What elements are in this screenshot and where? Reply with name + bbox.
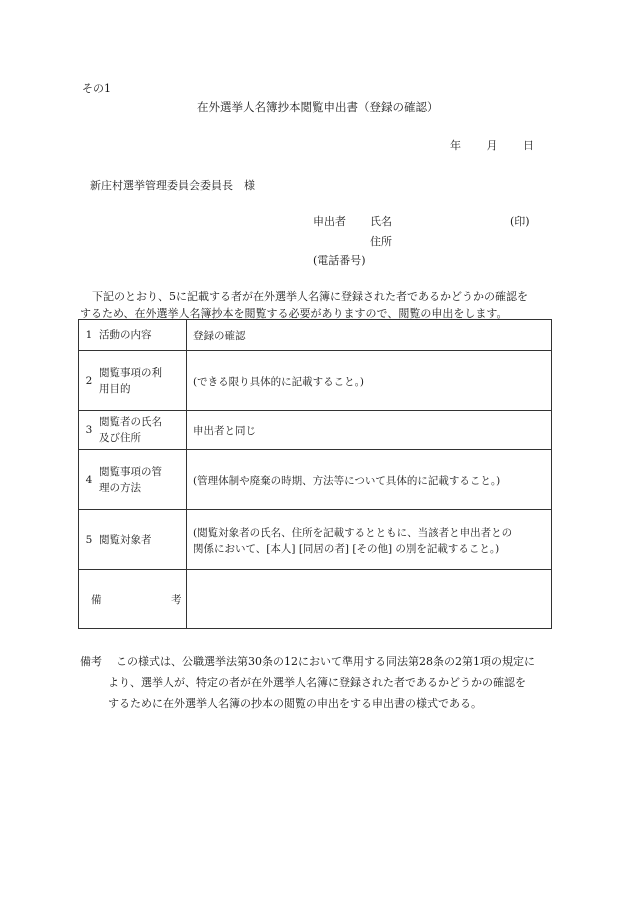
row-3-number: 3	[85, 424, 93, 436]
remarks-value-cell	[187, 570, 552, 629]
footnote-line-3: するために在外選挙人名簿の抄本の閲覧の申出をする申出書の様式である。	[108, 697, 482, 710]
row-2-number: 2	[85, 374, 93, 387]
date-month: 月	[486, 139, 498, 152]
row-1-number: 1	[85, 329, 93, 341]
date-line	[450, 137, 534, 153]
document-title: 在外選挙人名簿抄本閲覧申出書（登録の確認）	[197, 100, 439, 114]
row-2-label-line-1: 閲覧事項の利	[99, 366, 162, 379]
row-4-label-line-2: 理の方法	[99, 481, 141, 494]
row-2-value-cell	[187, 351, 552, 411]
row-5-value-cell	[187, 510, 552, 570]
footnote-head: 備考	[80, 655, 102, 668]
intro-line-1: 下記のとおり、5に記載する者が在外選挙人名簿に登録された者であるかどうかの確認を	[92, 290, 528, 303]
footnote	[80, 651, 560, 714]
row-4-number: 4	[85, 473, 93, 486]
row-4-note: (管理体制や廃棄の時期、方法等について具体的に記載すること。)	[193, 475, 501, 487]
row-5-note-line-2: 関係において、[本人] [同居の者] [その他] の別を記載すること。)	[193, 543, 500, 555]
row-1-value-cell	[187, 320, 552, 351]
table-row	[79, 570, 552, 629]
table-row	[79, 351, 552, 411]
name-label: 氏名	[370, 215, 392, 228]
table-row	[79, 450, 552, 510]
row-2-label-cell	[79, 351, 187, 411]
row-1-label: 活動の内容	[99, 329, 152, 341]
intro-paragraph	[80, 288, 528, 322]
remarks-char-1: 備	[91, 594, 102, 606]
row-3-label-line-2: 及び住所	[99, 432, 141, 444]
row-5-note-line-1: (閲覧対象者の氏名、住所を記載するとともに、当該者と申出者との	[193, 527, 513, 539]
seal-label: (印)	[510, 215, 530, 228]
row-2-label-line-2: 用目的	[99, 382, 131, 395]
footnote-line-1: この様式は、公職選挙法第30条の12において準用する同法第28条の2第1項の規定に	[116, 655, 535, 668]
address-label: 住所	[370, 235, 392, 248]
date-day: 日	[523, 139, 534, 152]
row-3-label-cell	[79, 411, 187, 450]
row-3-value: 申出者と同じ	[193, 424, 256, 437]
row-1-value: 登録の確認	[193, 329, 246, 342]
row-5-label-cell	[79, 510, 187, 570]
remarks-char-2: 考	[171, 594, 182, 606]
row-5-label: 閲覧対象者	[99, 533, 152, 546]
table-row	[79, 320, 552, 351]
row-4-label-cell	[79, 450, 187, 510]
row-3-label-line-1: 閲覧者の氏名	[99, 416, 162, 428]
row-3-value-cell	[187, 411, 552, 450]
date-year: 年	[450, 139, 461, 152]
intro-line-2: するため、在外選挙人名簿抄本を閲覧する必要がありますので、閲覧の申出をします。	[80, 307, 508, 320]
row-4-value-cell	[187, 450, 552, 510]
table-row	[79, 510, 552, 570]
phone-label: (電話番号)	[313, 254, 366, 267]
applicant-label: 申出者	[313, 215, 346, 228]
request-table	[78, 319, 552, 629]
remarks-label-cell	[79, 570, 187, 629]
footnote-line-2: より、選挙人が、特定の者が在外選挙人名簿に登録された者であるかどうかの確認を	[108, 676, 526, 689]
row-5-number: 5	[85, 533, 93, 546]
row-2-note: (できる限り具体的に記載すること。)	[193, 376, 364, 388]
table-row	[79, 411, 552, 450]
row-1-label-cell	[79, 320, 187, 351]
addressee: 新庄村選挙管理委員会委員長 様	[90, 179, 255, 192]
form-number: その1	[82, 82, 111, 95]
row-4-label-line-1: 閲覧事項の管	[99, 465, 162, 478]
